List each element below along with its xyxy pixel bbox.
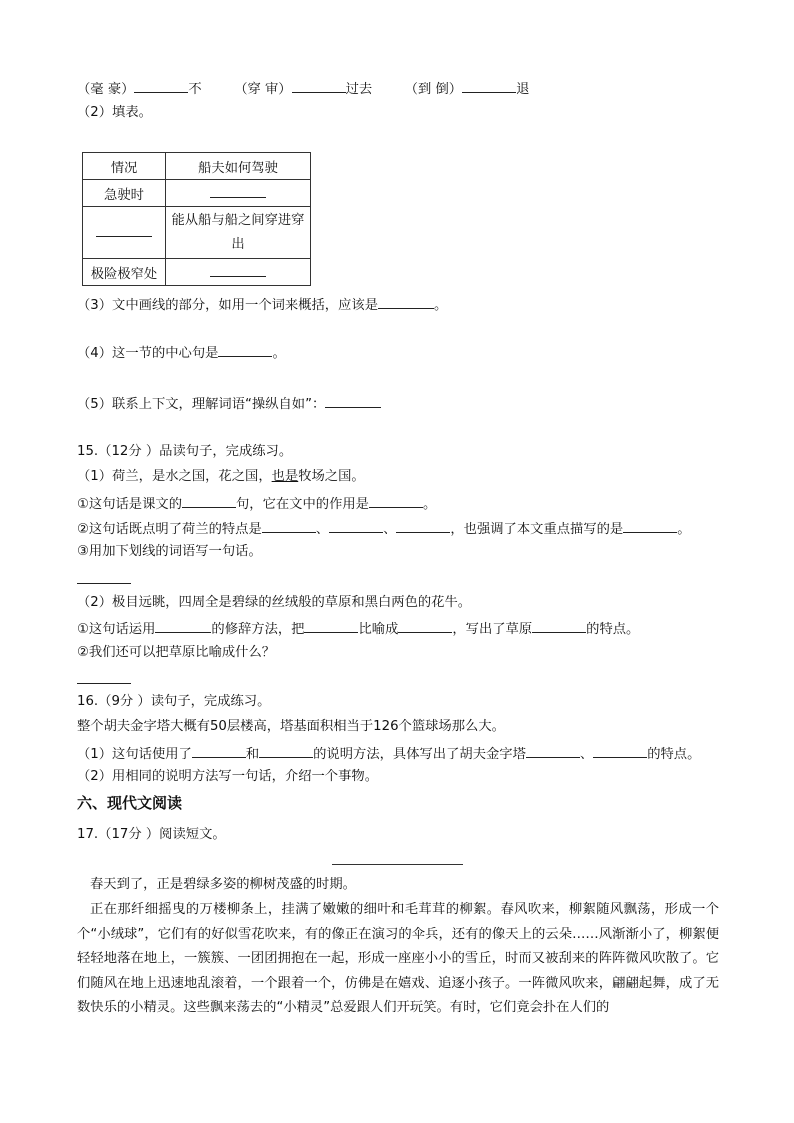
answer-blank[interactable] — [329, 519, 383, 533]
answer-blank[interactable] — [77, 670, 131, 684]
q15-item-a1 — [77, 494, 436, 514]
answer-blank[interactable] — [304, 619, 358, 633]
table-cell-weave — [166, 207, 311, 259]
period: 。 — [434, 298, 448, 313]
q16-title: 16.（9分 ）读句子，完成练习。 — [77, 694, 271, 709]
answer-blank[interactable] — [623, 519, 677, 533]
q15-sentence1 — [77, 468, 365, 486]
passage-paragraph-2: 正在那纤细摇曳的万楼柳条上，挂满了嫩嫩的细叶和毛茸茸的柳絮。春风吹来，柳絮随风飘荡，形成一个个“小绒球”，它们有的好似雪花吹来，有的像正在演习的伞兵，还有的像天上的云朵……风渐渐小了，柳絮便轻轻地落在地上，一簇簇、一团团拥抱在一起，形成一座座小小的雪丘，时而又被刮来的阵阵微风吹散了。它们随风在地上迅速地乱滚着，一个跟着一个，仿佛是在嬉戏、追逐小孩子。一阵微风吹来，翩翩起舞，成了无数快乐的小精灵。这些飘来荡去的“小精灵”总爱跟人们开玩笑。有时，它们竟会扑在人们的 — [77, 902, 719, 1015]
table-header-driving: 船夫如何驾驶 — [166, 153, 311, 180]
q16-sentence: 整个胡夫金字塔大概有50层楼高，塔基面积相当于126个篮球场那么大。 — [77, 719, 505, 734]
q14-part5 — [77, 394, 381, 414]
item-text: ①这句话是课文的 — [77, 497, 182, 512]
fill-in-table — [82, 152, 311, 286]
item-text: 的特点。 — [586, 622, 640, 637]
table-cell-blank[interactable] — [166, 180, 311, 207]
sentence-text: （1）荷兰，是水之国，花之国， — [77, 469, 272, 484]
table-header-situation: 情况 — [83, 153, 166, 180]
period: 。 — [677, 522, 691, 537]
answer-blank[interactable] — [182, 494, 236, 508]
item-text: 的特点。 — [647, 747, 701, 762]
item-text: 和 — [245, 747, 260, 762]
passage-title-blank[interactable] — [332, 864, 463, 865]
item-text: 比喻成 — [358, 622, 399, 637]
underlined-word: 也是 — [271, 469, 299, 484]
answer-blank[interactable] — [192, 744, 246, 758]
q14-part2-label: （2）填表。 — [77, 105, 152, 120]
item-text: 的修辞方法，把 — [211, 622, 305, 637]
choice-a-prefix: （毫 豪） — [77, 82, 135, 97]
table-cell-narrow: 极险极窄处 — [83, 259, 166, 286]
q16-part1 — [77, 744, 700, 764]
q14-part5-text: （5）联系上下文，理解词语“操纵自如”： — [77, 397, 326, 412]
passage-paragraph-1: 春天到了，正是碧绿多姿的柳树茂盛的时期。 — [90, 877, 356, 892]
q14-part3 — [77, 295, 447, 315]
item-text: ，也强调了本文重点描写的是 — [450, 522, 624, 537]
weave-line-1: 能从船与船之间穿进穿 — [171, 212, 305, 228]
answer-blank[interactable] — [262, 519, 316, 533]
answer-blank[interactable] — [593, 744, 647, 758]
item-text: （1）这句话使用了 — [77, 747, 192, 762]
answer-blank[interactable] — [134, 79, 188, 93]
q15-item-b1 — [77, 619, 639, 639]
answer-blank[interactable] — [526, 744, 580, 758]
q15-answer-line[interactable] — [77, 570, 131, 590]
q16-part2: （2）用相同的说明方法写一句话，介绍一个事物。 — [77, 769, 378, 784]
choice-b-suffix: 过去 — [345, 82, 373, 97]
answer-blank[interactable] — [325, 394, 381, 408]
section-heading: 六、现代文阅读 — [77, 794, 183, 812]
answer-blank[interactable] — [369, 494, 423, 508]
answer-blank[interactable] — [396, 519, 450, 533]
q14-word-choice-line — [77, 79, 529, 99]
q15-item-b2: ②我们还可以把草原比喻成什么？ — [77, 645, 276, 660]
separator: 、 — [579, 747, 594, 762]
answer-blank[interactable] — [155, 619, 211, 633]
answer-blank[interactable] — [77, 570, 131, 584]
answer-blank[interactable] — [259, 744, 313, 758]
answer-blank[interactable] — [378, 295, 434, 309]
q15-answer-line[interactable] — [77, 670, 131, 690]
answer-blank[interactable] — [462, 79, 516, 93]
q14-part4 — [77, 343, 286, 363]
q15-item-a3: ③用加下划线的词语写一句话。 — [77, 544, 262, 559]
q14-part3-text: （3）文中画线的部分，如用一个词来概括，应该是 — [77, 298, 378, 313]
q15-sentence2: （2）极目远眺，四周全是碧绿的丝绒般的草原和黑白两色的花牛。 — [77, 595, 472, 610]
item-text: 句，它在文中的作用是 — [236, 497, 369, 512]
table-cell-blank[interactable] — [166, 259, 311, 286]
period: 。 — [422, 497, 437, 512]
separator: 、 — [383, 522, 397, 537]
table-cell-fast: 急驶时 — [83, 180, 166, 207]
q15-title: 15.（12分 ）品读句子，完成练习。 — [77, 444, 293, 459]
answer-blank[interactable] — [292, 79, 346, 93]
item-text: ②这句话既点明了荷兰的特点是 — [77, 522, 262, 537]
weave-line-2: 出 — [231, 236, 245, 252]
item-text: ①这句话运用 — [77, 622, 156, 637]
answer-blank[interactable] — [218, 343, 272, 357]
sentence-text: 牧场之国。 — [298, 469, 365, 484]
choice-b-prefix: （穿 审） — [234, 82, 292, 97]
q14-part4-text: （4）这一节的中心句是 — [77, 346, 219, 361]
separator: 、 — [315, 522, 330, 537]
table-cell-blank[interactable] — [83, 207, 166, 259]
q15-item-a2 — [77, 519, 691, 539]
period: 。 — [272, 346, 286, 361]
answer-blank[interactable] — [532, 619, 586, 633]
choice-c-suffix: 退 — [516, 82, 530, 97]
choice-c-prefix: （到 倒） — [404, 82, 463, 97]
choice-a-suffix: 不 — [188, 82, 202, 97]
item-text: 的说明方法，具体写出了胡夫金字塔 — [313, 747, 526, 762]
answer-blank[interactable] — [398, 619, 452, 633]
q17-title: 17.（17分 ）阅读短文。 — [77, 827, 226, 842]
item-text: ，写出了草原 — [452, 622, 533, 637]
